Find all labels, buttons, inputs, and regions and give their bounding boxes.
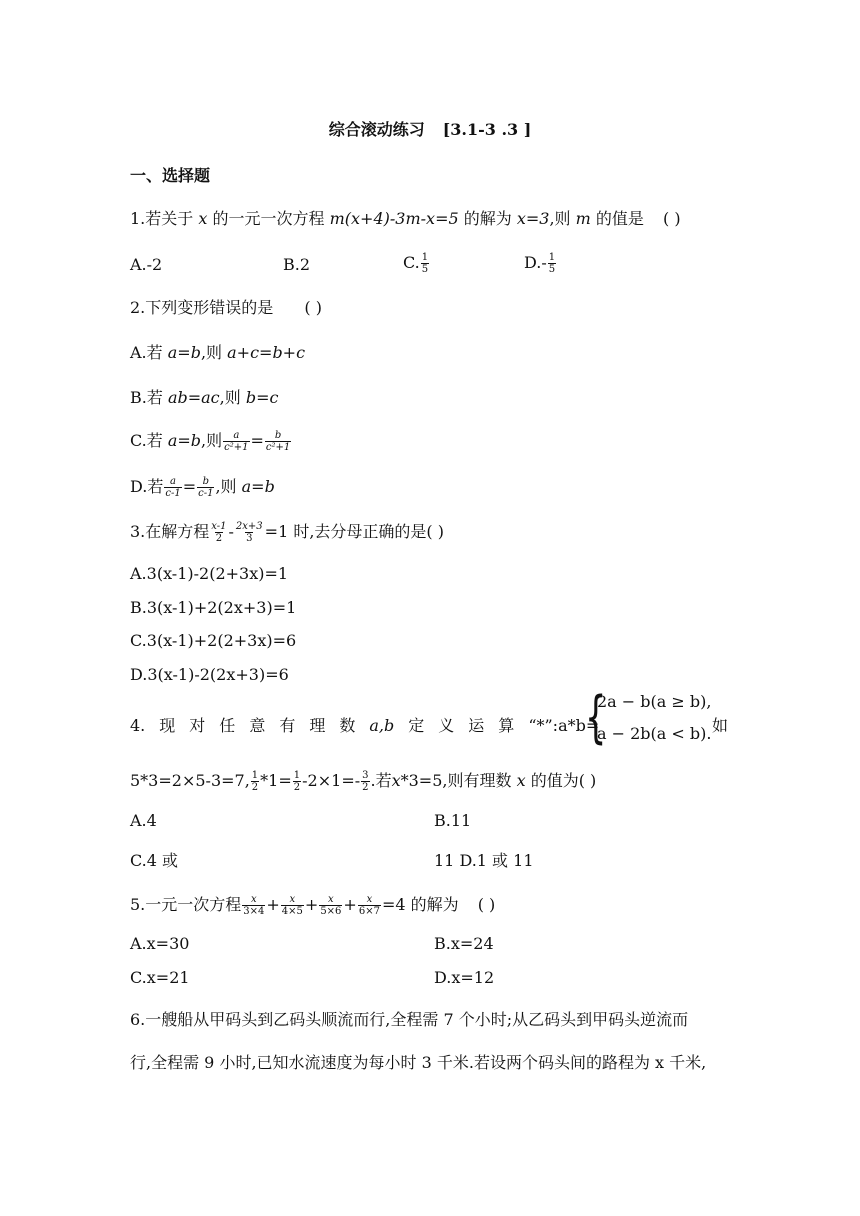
q5-option-b: B.x=24 (434, 934, 494, 953)
q3-option-c: C.3(x-1)+2(2+3x)=6 (130, 631, 297, 650)
q4-word: 现 (159, 716, 176, 735)
q4-word: 对 (189, 716, 206, 735)
equals: = (250, 431, 264, 450)
numerator: x (289, 894, 296, 905)
q1-text: ,则 (549, 209, 571, 228)
plus: + (343, 895, 357, 914)
plus: + (304, 895, 319, 914)
option-label: C.若 (130, 431, 163, 450)
option-label: D.- (524, 253, 547, 272)
q4-var: x (516, 771, 526, 790)
q1-option-d (524, 252, 557, 275)
option-label: C. (403, 253, 420, 272)
fraction (210, 521, 227, 544)
q4-word: 义 (438, 716, 455, 735)
q4-word: 任 (219, 716, 236, 735)
denominator: 6×7 (358, 906, 380, 917)
q3-text: =1 时,去分母正确的是( ) (264, 522, 444, 541)
denominator: 5 (548, 264, 556, 275)
q4-text: -2×1=- (302, 771, 361, 790)
fraction (281, 894, 304, 917)
q1-text: 的值是 (595, 209, 644, 228)
denominator: 2 (215, 533, 223, 544)
fraction (235, 521, 264, 544)
question-2-stem (130, 297, 322, 319)
answer-paren: ( ) (477, 895, 496, 914)
q4-word: 算 (498, 716, 515, 735)
denominator: 2 (251, 782, 259, 793)
numerator: x-1 (211, 521, 227, 532)
condition: a=b (167, 431, 202, 450)
option-label: B.若 (130, 388, 163, 407)
q4-option-a: A.4 (130, 811, 157, 830)
q4-option-b: B.11 (434, 811, 472, 830)
numerator: b (274, 430, 282, 441)
fraction (242, 894, 265, 917)
page-title (0, 117, 860, 140)
q4-text: *1= (260, 771, 292, 790)
fraction (223, 430, 249, 453)
q4-vars: a,b (369, 716, 395, 735)
q2-option-d (130, 476, 275, 499)
condition: ab=ac (167, 388, 220, 407)
numerator: x (251, 894, 257, 905)
numerator: a (170, 476, 177, 487)
q5-option-c: C.x=21 (130, 968, 190, 987)
q1-var: m (575, 209, 591, 228)
denominator: 3×4 (243, 906, 265, 917)
q4-operator-def: “*”:a*b= (528, 716, 600, 735)
q1-option-c (403, 252, 430, 275)
fraction (548, 252, 556, 275)
q1-solution: x=3 (516, 209, 550, 228)
option-label: A.若 (130, 343, 163, 362)
q4-word: 4. (130, 716, 146, 735)
fraction (361, 770, 369, 793)
numerator: a (233, 430, 240, 441)
denominator: 2 (293, 782, 301, 793)
question-3-stem (130, 521, 444, 544)
fraction (251, 770, 259, 793)
q5-option-a: A.x=30 (130, 934, 190, 953)
q5-text: 5.一元一次方程 (130, 895, 242, 914)
q1-text: 的解为 (463, 209, 512, 228)
q4-word: 有 (279, 716, 296, 735)
result: b=c (245, 388, 279, 407)
q4-example-line (130, 770, 596, 793)
condition: a=b (167, 343, 201, 362)
q1-text: 1.若关于 (130, 209, 194, 228)
numerator: 2x+3 (235, 521, 263, 532)
q4-var: x (391, 771, 401, 790)
equals: = (182, 477, 197, 496)
denominator: 5 (421, 264, 429, 275)
brace-icon: { (585, 685, 607, 750)
numerator: 1 (251, 770, 259, 781)
q2-text: 2.下列变形错误的是 (130, 298, 274, 317)
result: a+c=b+c (227, 343, 306, 362)
denominator: 4×5 (281, 906, 303, 917)
q1-equation: m(x+4)-3m-x=5 (329, 209, 459, 228)
question-5-stem (130, 894, 495, 917)
numerator: x (328, 894, 334, 905)
fraction (265, 430, 291, 453)
q4-word: 定 (408, 716, 425, 735)
denominator: c²+1 (265, 442, 291, 453)
q2-option-a (130, 342, 305, 364)
fraction (319, 894, 342, 917)
result: a=b (241, 477, 275, 496)
question-1-stem (130, 208, 681, 230)
numerator: b (202, 476, 209, 487)
fraction (358, 894, 381, 917)
answer-paren: ( ) (304, 298, 322, 317)
numerator: 1 (548, 252, 556, 263)
q3-text: 3.在解方程 (130, 522, 210, 541)
denominator: c-1 (165, 488, 181, 499)
fraction (164, 476, 181, 499)
q3-option-a: A.3(x-1)-2(2+3x)=1 (130, 564, 289, 583)
q4-text: 5*3=2×5-3=7, (130, 771, 250, 790)
fraction (293, 770, 301, 793)
fraction (421, 252, 429, 275)
q2-option-b (130, 387, 278, 409)
denominator: c-1 (198, 488, 214, 499)
connector: ,则 (200, 343, 223, 362)
title-text: 综合滚动练习 (328, 120, 425, 139)
denominator: 2 (362, 782, 369, 793)
numerator: x (366, 894, 373, 905)
piecewise-case-1: 2a − b(a ≥ b), (597, 692, 712, 711)
q4-word: 数 (339, 716, 356, 735)
q2-option-c (130, 430, 292, 453)
q5-option-d: D.x=12 (434, 968, 495, 987)
option-label: D.若 (130, 477, 164, 496)
piecewise-case-2: a − 2b(a < b). (597, 724, 712, 743)
q4-text: *3=5,则有理数 (400, 771, 512, 790)
connector: ,则 (201, 431, 223, 450)
q4-text: 的值为( ) (530, 771, 597, 790)
connector: ,则 (215, 477, 237, 496)
q4-text: .若 (370, 771, 392, 790)
q1-option-b: B.2 (283, 255, 311, 274)
answer-paren: ( ) (663, 209, 681, 228)
q4-word: 意 (249, 716, 266, 735)
q3-option-b: B.3(x-1)+2(2x+3)=1 (130, 598, 297, 617)
plus: + (266, 895, 280, 914)
q1-var: x (198, 209, 208, 228)
q4-word: 运 (468, 716, 485, 735)
numerator: 1 (293, 770, 301, 781)
q3-option-d: D.3(x-1)-2(2x+3)=6 (130, 665, 289, 684)
denominator: 3 (246, 533, 253, 544)
fraction (197, 476, 214, 499)
denominator: 5×6 (320, 906, 342, 917)
q1-text: 的一元一次方程 (212, 209, 325, 228)
connector: ,则 (219, 388, 241, 407)
numerator: 3 (362, 770, 369, 781)
question-6-line-2: 行,全程需 9 小时,已知水流速度为每小时 3 千米.若设两个码头间的路程为 x 千米, (130, 1053, 707, 1072)
minus: - (228, 522, 234, 541)
q1-option-a: A.-2 (130, 255, 163, 274)
q4-word: 理 (309, 716, 326, 735)
q4-continuation: 如 (712, 716, 729, 735)
section-heading: 一、选择题 (130, 166, 211, 185)
question-6-line-1: 6.一艘船从甲码头到乙码头顺流而行,全程需 7 个小时;从乙码头到甲码头逆流而 (130, 1010, 689, 1029)
piecewise-definition (585, 685, 715, 750)
title-range: [3.1-3 .3 ] (442, 120, 532, 139)
q4-option-c-d: 11 D.1 或 11 (434, 851, 534, 870)
numerator: 1 (421, 252, 429, 263)
denominator: c²+1 (224, 442, 249, 453)
q4-option-c: C.4 或 (130, 851, 179, 870)
q5-text: =4 的解为 (381, 895, 459, 914)
